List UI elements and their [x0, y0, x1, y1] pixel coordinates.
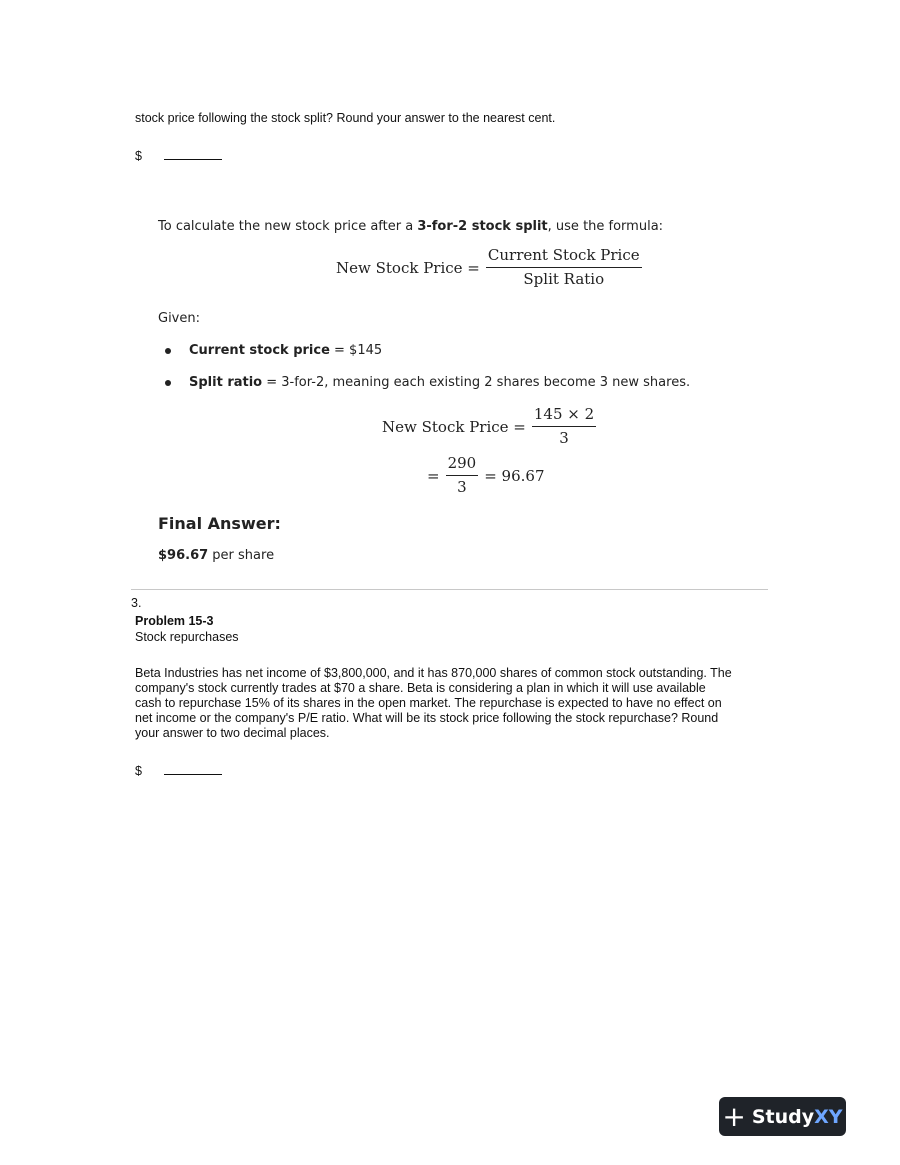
given-bullet-2: Split ratio = 3-for-2, meaning each existing 2 shares become 3 new shares. — [165, 375, 690, 390]
calc-step-1: New Stock Price = $\frac{145 \times 2}{3}$ — [382, 405, 595, 447]
bullet-icon — [165, 348, 171, 354]
problem-body-line: company's stock currently trades at $70 a share. Beta is considering a plan in which it will use available — [135, 681, 706, 695]
studyxy-logo: + Study XY — [719, 1097, 846, 1136]
problem-number: 3. — [131, 596, 142, 610]
formula — [336, 247, 648, 288]
problem-title: Problem 15-3 — [135, 614, 214, 628]
problem-subtitle: Stock repurchases — [135, 630, 239, 644]
problem-body-line: Beta Industries has net income of $3,800,000, and it has 870,000 shares of common stock outstanding. The — [135, 666, 732, 680]
final-answer-heading: Final Answer: — [158, 514, 281, 533]
given-bullet-1: Current stock price = $145 — [165, 343, 382, 358]
bullet-icon — [165, 380, 171, 386]
currency-symbol: $ — [135, 764, 142, 778]
answer-line[interactable] — [164, 762, 222, 775]
problem-body-line: net income or the company's P/E ratio. What will be its stock price following the stock repurchase? Round — [135, 711, 719, 725]
divider — [131, 589, 768, 590]
formula-lhs: New Stock Price = — [336, 258, 480, 277]
currency-symbol: $ — [135, 149, 142, 163]
calc-step-2: = $\frac{290}{3}$ = 96.67 — [427, 454, 545, 496]
formula-fraction: $\frac{\text{Current Stock Price}}{\text{Split Ratio}}$ — [487, 246, 640, 288]
problem-body-line: cash to repurchase 15% of its shares in the open market. The repurchase is expected to have no effect on — [135, 696, 722, 710]
answer-line[interactable] — [164, 147, 222, 160]
problem-body — [135, 666, 785, 741]
answer-blank-2[interactable] — [135, 762, 222, 779]
plus-icon: + — [722, 1099, 746, 1133]
final-answer: $96.67 per share — [158, 548, 275, 563]
problem-body-line: your answer to two decimal places. — [135, 726, 330, 740]
given-label: Given: — [158, 311, 200, 326]
question-tail: stock price following the stock split? Round your answer to the nearest cent. — [135, 111, 556, 125]
solution-intro: To calculate the new stock price after a 3-for-2 stock split, use the formula: — [158, 219, 664, 234]
answer-blank-1[interactable] — [135, 147, 222, 164]
